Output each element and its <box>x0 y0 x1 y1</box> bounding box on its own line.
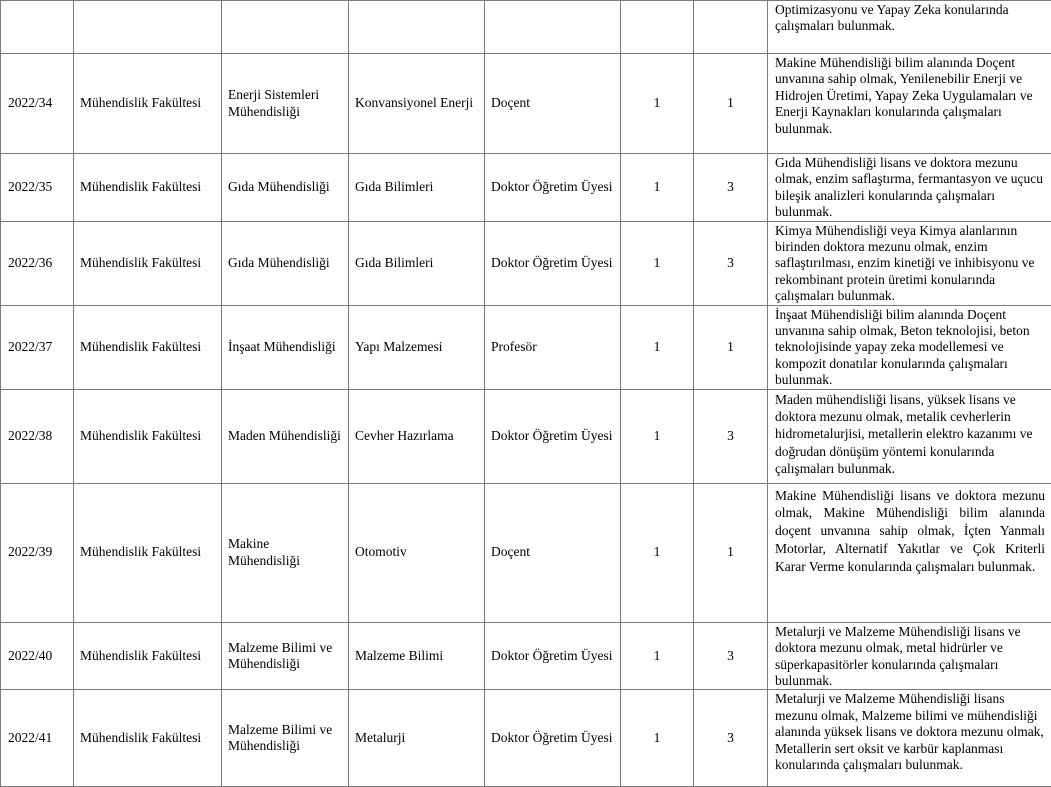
table-row <box>1 305 1051 389</box>
cell-degree: 1 <box>694 305 768 389</box>
cell-requirements <box>768 154 1051 222</box>
cell-department: Gıda Mühendisliği <box>222 221 349 305</box>
cell-department: Malzeme Bilimi ve Mühendisliği <box>222 622 349 690</box>
cell-faculty: Mühendislik Fakültesi <box>74 389 222 483</box>
cell-degree: 3 <box>694 154 768 222</box>
cell-department: Makine Mühendisliği <box>222 483 349 622</box>
requirements-text: Makine Mühendisliği lisans ve doktora mezunu olmak, Makine Mühendisliği bilim alanında doçent unvanına sahip olmak, İçten Yanmalı Motorlar, Alternatif Yakıtlar ve Çok Kriterli Karar Verme konularında çalışmaları bulunmak. <box>775 487 1045 576</box>
requirements-text: Metalurji ve Malzeme Mühendisliği lisans ve doktora mezunu olmak, metal hidrürler ve süperkapasitörler konularında çalışmaları bulunmak. <box>775 624 1045 690</box>
cell-count: 1 <box>621 154 694 222</box>
cell-requirements <box>768 389 1051 483</box>
cell-faculty: Mühendislik Fakültesi <box>74 54 222 154</box>
cell-requirements <box>768 1 1051 54</box>
table-row <box>1 54 1051 154</box>
cell-requirements <box>768 622 1051 690</box>
cell-degree: 3 <box>694 622 768 690</box>
cell-no: 2022/41 <box>1 690 74 787</box>
cell-faculty <box>74 1 222 54</box>
cell-field <box>349 1 485 54</box>
cell-requirements <box>768 221 1051 305</box>
cell-department <box>222 1 349 54</box>
cell-field: Gıda Bilimleri <box>349 154 485 222</box>
table-row <box>1 622 1051 690</box>
table-row <box>1 690 1051 787</box>
cell-faculty: Mühendislik Fakültesi <box>74 690 222 787</box>
cell-count: 1 <box>621 389 694 483</box>
cell-no: 2022/38 <box>1 389 74 483</box>
cell-title: Doktor Öğretim Üyesi <box>485 221 621 305</box>
cell-title: Doçent <box>485 54 621 154</box>
cell-field: Konvansiyonel Enerji <box>349 54 485 154</box>
cell-degree: 1 <box>694 54 768 154</box>
cell-requirements <box>768 54 1051 154</box>
cell-field: Otomotiv <box>349 483 485 622</box>
cell-count: 1 <box>621 54 694 154</box>
cell-no: 2022/35 <box>1 154 74 222</box>
cell-no: 2022/36 <box>1 221 74 305</box>
cell-field: Yapı Malzemesi <box>349 305 485 389</box>
cell-requirements <box>768 483 1051 622</box>
cell-degree: 3 <box>694 690 768 787</box>
cell-count: 1 <box>621 622 694 690</box>
table-row <box>1 154 1051 222</box>
requirements-text: Metalurji ve Malzeme Mühendisliği lisans mezunu olmak, Malzeme bilimi ve mühendisliği alanında yüksek lisans ve doktora mezunu olmak, Metallerin sert oksit ve karbür kaplanması konularında çalışmaları bulunmak. <box>775 691 1045 773</box>
cell-faculty: Mühendislik Fakültesi <box>74 305 222 389</box>
cell-field: Cevher Hazırlama <box>349 389 485 483</box>
cell-no: 2022/40 <box>1 622 74 690</box>
cell-department: Malzeme Bilimi ve Mühendisliği <box>222 690 349 787</box>
cell-requirements <box>768 690 1051 787</box>
cell-degree: 1 <box>694 483 768 622</box>
cell-no: 2022/37 <box>1 305 74 389</box>
cell-count <box>621 1 694 54</box>
requirements-text: Maden mühendisliği lisans, yüksek lisans ve doktora mezunu olmak, metalik cevherlerin hidrometalurjisi, metallerin elektro kazanımı ve doğrudan dönüşüm yöntemi konularında çalışmaları bulunmak. <box>775 391 1045 477</box>
cell-department: Maden Mühendisliği <box>222 389 349 483</box>
cell-department: İnşaat Mühendisliği <box>222 305 349 389</box>
requirements-text: İnşaat Mühendisliği bilim alanında Doçent unvanına sahip olmak, Beton teknolojisi, beton teknolojisinde yapay zeka modellemesi ve kompozit donatılar konularında çalışmaları bulunmak. <box>775 307 1045 389</box>
cell-department: Gıda Mühendisliği <box>222 154 349 222</box>
table-row <box>1 221 1051 305</box>
requirements-text: Gıda Mühendisliği lisans ve doktora mezunu olmak, enzim saflaştırma, fermantasyon ve uçucu bileşik analizleri konularında çalışmaları bulunmak. <box>775 155 1045 221</box>
cell-field: Gıda Bilimleri <box>349 221 485 305</box>
cell-faculty: Mühendislik Fakültesi <box>74 154 222 222</box>
cell-faculty: Mühendislik Fakültesi <box>74 483 222 622</box>
cell-degree: 3 <box>694 221 768 305</box>
cell-title: Doçent <box>485 483 621 622</box>
cell-no: 2022/39 <box>1 483 74 622</box>
table-row <box>1 389 1051 483</box>
cell-title: Doktor Öğretim Üyesi <box>485 154 621 222</box>
cell-field: Malzeme Bilimi <box>349 622 485 690</box>
cell-count: 1 <box>621 483 694 622</box>
cell-title: Doktor Öğretim Üyesi <box>485 389 621 483</box>
requirements-text: Optimizasyonu ve Yapay Zeka konularında çalışmaları bulunmak. <box>775 2 1045 35</box>
cell-no: 2022/34 <box>1 54 74 154</box>
cell-department: Enerji Sistemleri Mühendisliği <box>222 54 349 154</box>
cell-title <box>485 1 621 54</box>
table-row <box>1 1 1051 54</box>
cell-degree: 3 <box>694 389 768 483</box>
cell-faculty: Mühendislik Fakültesi <box>74 622 222 690</box>
cell-title: Doktor Öğretim Üyesi <box>485 690 621 787</box>
table-row <box>1 483 1051 622</box>
cell-requirements <box>768 305 1051 389</box>
requirements-text: Kimya Mühendisliği veya Kimya alanlarının birinden doktora mezunu olmak, enzim saflaştırılması, enzim kinetiği ve inhibisyonu ve rekombinant protein üretimi konularında çalışmaları bulunmak. <box>775 223 1045 305</box>
cell-degree <box>694 1 768 54</box>
requirements-text: Makine Mühendisliği bilim alanında Doçent unvanına sahip olmak, Yenilenebilir Enerji ve Hidrojen Üretimi, Yapay Zeka Uygulamaları ve Enerji Kaynakları konularında çalışmaları bulunmak. <box>775 55 1045 137</box>
cell-faculty: Mühendislik Fakültesi <box>74 221 222 305</box>
cell-title: Doktor Öğretim Üyesi <box>485 622 621 690</box>
cell-count: 1 <box>621 305 694 389</box>
cell-count: 1 <box>621 690 694 787</box>
cell-field: Metalurji <box>349 690 485 787</box>
cell-count: 1 <box>621 221 694 305</box>
cell-no <box>1 1 74 54</box>
cell-title: Profesör <box>485 305 621 389</box>
